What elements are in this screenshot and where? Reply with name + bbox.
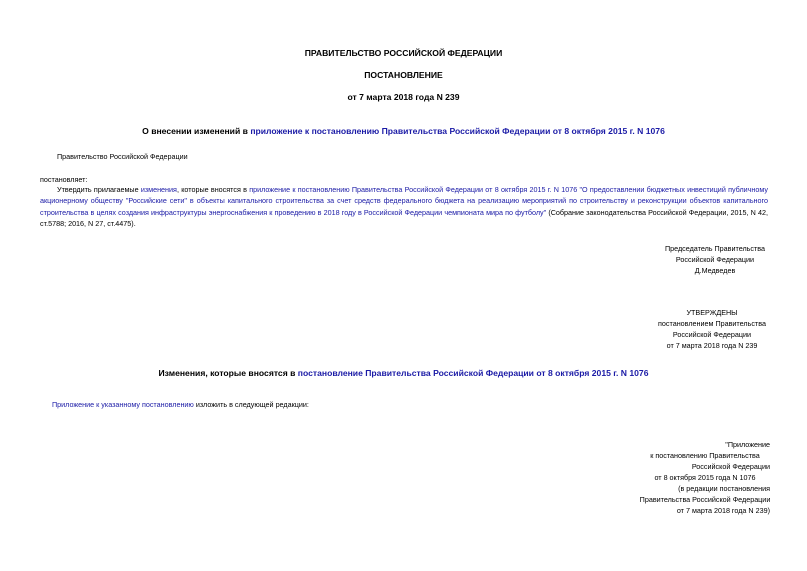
p1-b: , которые вносятся в (176, 185, 250, 194)
resolution-paragraph (40, 184, 768, 230)
appendix-line-1: "Приложение (725, 440, 770, 449)
resolves-line: постановляет: (40, 175, 88, 184)
appendix-link[interactable]: Приложение к указанному постановлению (52, 400, 194, 409)
title-link[interactable]: приложение к постановлению Правительства Российской Федерации от 8 октября 2015 г. N 1076 (250, 126, 665, 136)
approved-date: от 7 марта 2018 года N 239 (666, 341, 758, 350)
approved-by: постановлением Правительства (658, 319, 766, 328)
changes-prefix: Изменения, которые вносятся в (158, 368, 298, 378)
issuer-text: Правительство Российской Федерации (57, 152, 188, 161)
appendix-line-7: от 7 марта 2018 года N 239) (676, 506, 770, 515)
title-prefix: О внесении изменений в (142, 126, 251, 136)
issuer-line (52, 151, 768, 162)
approved-country: Российской Федерации (672, 330, 752, 339)
appendix-line-2: к постановлению Правительства (650, 451, 760, 460)
decree-1076-link[interactable]: приложение к постановлению Правительства Российской Федерации от 8 октября 2015 г. N 1076 "О предоставлении бюджетных инвестиций публичному акционерному обществу "Российские сети" в объекты капитального строительства за счет средств федерального бюджета на реализацию мероприятий по строительству и реконструкции объектов капитального строительства в целях создания инфраструктуры энергоснабжения к проведению в 2018 году в Российской Федерации чемпионата мира по футболу" (40, 185, 768, 217)
changes-heading (0, 368, 807, 378)
appendix-line-3: Российской Федерации (691, 462, 770, 471)
appendix-line-5: (в редакции постановления (678, 484, 770, 493)
changes-link[interactable]: изменения (140, 185, 177, 194)
signature-country: Российской Федерации (675, 255, 755, 264)
p1-a: Утвердить прилагаемые (57, 185, 141, 194)
changes-heading-link[interactable]: постановление Правительства Российской Федерации от 8 октября 2015 г. N 1076 (297, 368, 649, 378)
appendix-line-6: Правительства Российской Федерации (639, 495, 771, 504)
p1-c: (Собрание законодательства Российской Федерации, 2015, N 42, ст.5788; 2016, N 27, ст.4475). (40, 207, 768, 229)
signature-title: Председатель Правительства (664, 244, 766, 253)
appendix-rest: изложить в следующей редакции: (193, 400, 309, 409)
document-title (0, 126, 807, 136)
signature-name: Д.Медведев (694, 266, 736, 275)
appendix-line-4: от 8 октября 2015 года N 1076 (654, 473, 756, 482)
appendix-instruction (52, 399, 768, 410)
approved-block (654, 307, 770, 351)
appendix-block (628, 439, 782, 516)
government-heading: ПРАВИТЕЛЬСТВО РОССИЙСКОЙ ФЕДЕРАЦИИ (304, 48, 503, 58)
signature-block (660, 243, 770, 276)
approved-label: УТВЕРЖДЕНЫ (686, 308, 738, 317)
doc-type-heading: ПОСТАНОВЛЕНИЕ (364, 70, 443, 80)
date-number-heading: от 7 марта 2018 года N 239 (347, 92, 460, 102)
